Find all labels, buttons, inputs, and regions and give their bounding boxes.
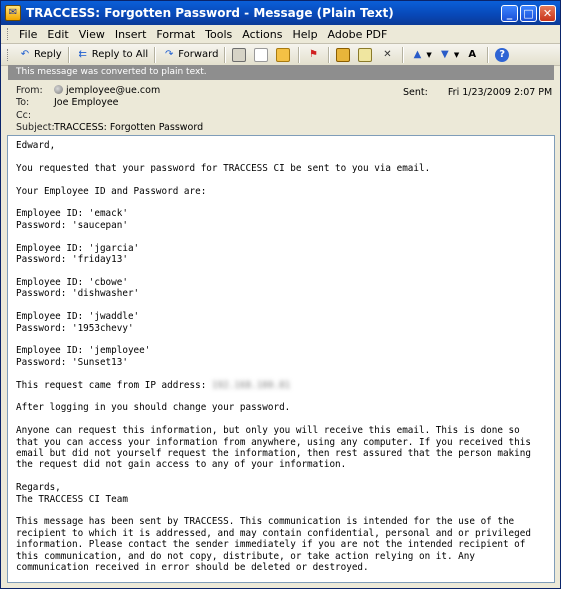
toolbar-separator	[328, 47, 330, 63]
menu-adobe-pdf[interactable]: Adobe PDF	[327, 27, 388, 41]
message-text	[16, 140, 550, 573]
disclaimer: This message has been sent by TRACCESS. This communication is intended for the use of the recipient to which it is addressed, and may contain confidential, personal and or privileged information. Please contact the sender immediately if you are not the intended recipient of this communication, and do not copy, distribute, or take action relying on it. Any communication received in error should be deleted or destroyed.	[16, 516, 531, 574]
previous-item-button[interactable]	[407, 46, 434, 64]
password-line: Password: 'saucepan'	[16, 219, 128, 231]
delete-icon: ✕	[383, 48, 392, 60]
help-button[interactable]	[492, 46, 514, 64]
toolbar-separator	[487, 47, 489, 63]
password-line: Password: 'dishwasher'	[16, 288, 140, 300]
down-arrow-icon: ▼	[440, 48, 449, 60]
cc-label: Cc:	[16, 110, 32, 121]
intro-line: You requested that your password for TRACCESS CI be sent to you via email.	[16, 162, 431, 174]
reply-button[interactable]	[15, 46, 65, 64]
menu-help[interactable]: Help	[292, 27, 318, 41]
toolbar-separator	[68, 47, 70, 63]
forward-button[interactable]	[159, 46, 221, 64]
menu-view[interactable]: View	[78, 27, 105, 41]
flag-icon: ⚑	[308, 48, 318, 60]
info-paragraph: Anyone can request this information, but only you will receive this email. This is done so that you can access your information from anywhere, using any computer. If you received this email but did not yourself request the information, then rest assured that the person making the request did not gain access to any of your information.	[16, 425, 531, 471]
forward-label: Forward	[178, 49, 219, 60]
chevron-down-icon: ▼	[426, 50, 432, 59]
ids-heading: Your Employee ID and Password are:	[16, 185, 207, 197]
to-label: To:	[16, 97, 30, 108]
from-address[interactable]: jemployee@ue.com	[66, 85, 161, 96]
from-label: From:	[16, 85, 43, 96]
to-value[interactable]: Joe Employee	[54, 97, 119, 108]
reply-icon: ↶	[20, 48, 30, 60]
toolbar-grip[interactable]	[7, 49, 11, 61]
employee-id-line: Employee ID: 'emack'	[16, 208, 128, 220]
junk-mail-icon	[358, 48, 372, 62]
employee-id-line: Employee ID: 'jemployee'	[16, 345, 151, 357]
toolbar-separator	[224, 47, 226, 63]
sent-row	[403, 87, 552, 98]
employee-id-line: Employee ID: 'jgarcia'	[16, 242, 140, 254]
forward-icon: ↷	[165, 48, 174, 60]
menu-grip[interactable]	[7, 28, 11, 40]
chevron-down-icon: ▼	[453, 50, 460, 59]
envelope-icon: ✉	[5, 5, 21, 21]
employee-id-line: Employee ID: 'jwaddle'	[16, 311, 140, 323]
person-icon	[54, 85, 63, 94]
sent-value: Fri 1/23/2009 2:07 PM	[447, 87, 553, 98]
menu-format[interactable]: Format	[156, 27, 196, 41]
toolbar-separator	[402, 47, 404, 63]
toolbar-separator	[298, 47, 300, 63]
password-line: Password: '1953chevy'	[16, 322, 134, 334]
reply-all-icon: ⇇	[78, 48, 87, 60]
menu-file[interactable]: File	[19, 27, 38, 41]
message-body[interactable]	[7, 135, 555, 583]
print-button[interactable]	[229, 46, 251, 64]
menu-bar	[1, 25, 560, 44]
reply-all-button[interactable]	[73, 46, 152, 64]
reply-all-label: Reply to All	[91, 49, 149, 60]
up-arrow-icon: ▲	[413, 48, 422, 60]
junk-button[interactable]	[355, 46, 377, 64]
font-size-button[interactable]	[462, 46, 484, 64]
greeting: Edward,	[16, 140, 56, 151]
delete-button[interactable]	[377, 46, 399, 64]
flag-button[interactable]	[303, 46, 325, 64]
password-line: Password: 'Sunset13'	[16, 356, 128, 368]
standard-toolbar	[1, 44, 560, 66]
minimize-button[interactable]: _	[501, 5, 518, 22]
subject-value: TRACCESS: Forgotten Password	[54, 122, 204, 133]
ip-address-redacted: 192.168.100.81	[211, 379, 291, 391]
info-bar[interactable]: This message was converted to plain text.	[8, 65, 554, 80]
next-item-button[interactable]	[435, 46, 462, 64]
from-value	[54, 85, 160, 97]
maximize-button[interactable]: □	[520, 5, 537, 22]
title-bar[interactable]	[1, 1, 560, 25]
employee-id-line: Employee ID: 'cbowe'	[16, 276, 128, 288]
copy-button[interactable]	[251, 46, 273, 64]
move-to-folder-icon	[276, 48, 290, 62]
menu-edit[interactable]: Edit	[47, 27, 69, 41]
signature: The TRACCESS CI Team	[16, 493, 128, 505]
help-icon: ?	[495, 48, 509, 62]
menu-tools[interactable]: Tools	[205, 27, 233, 41]
toolbar-separator	[154, 47, 156, 63]
copy-icon	[254, 48, 268, 62]
address-book-icon	[336, 48, 350, 62]
message-header	[8, 82, 554, 134]
move-button[interactable]	[273, 46, 295, 64]
ip-line: This request came from IP address:	[16, 379, 207, 391]
close-button[interactable]: ✕	[539, 5, 556, 22]
regards: Regards,	[16, 482, 61, 494]
font-size-icon: A	[468, 48, 477, 60]
sent-label: Sent:	[403, 87, 428, 98]
change-password-line: After logging in you should change your password.	[16, 402, 291, 414]
menu-actions[interactable]: Actions	[242, 27, 283, 41]
password-line: Password: 'friday13'	[16, 254, 128, 266]
print-icon	[232, 48, 246, 62]
window-title: TRACCESS: Forgotten Password - Message (Plain Text)	[26, 6, 394, 20]
address-book-button[interactable]	[333, 46, 355, 64]
subject-label: Subject:	[16, 122, 55, 133]
reply-label: Reply	[34, 49, 62, 60]
menu-insert[interactable]: Insert	[114, 27, 147, 41]
